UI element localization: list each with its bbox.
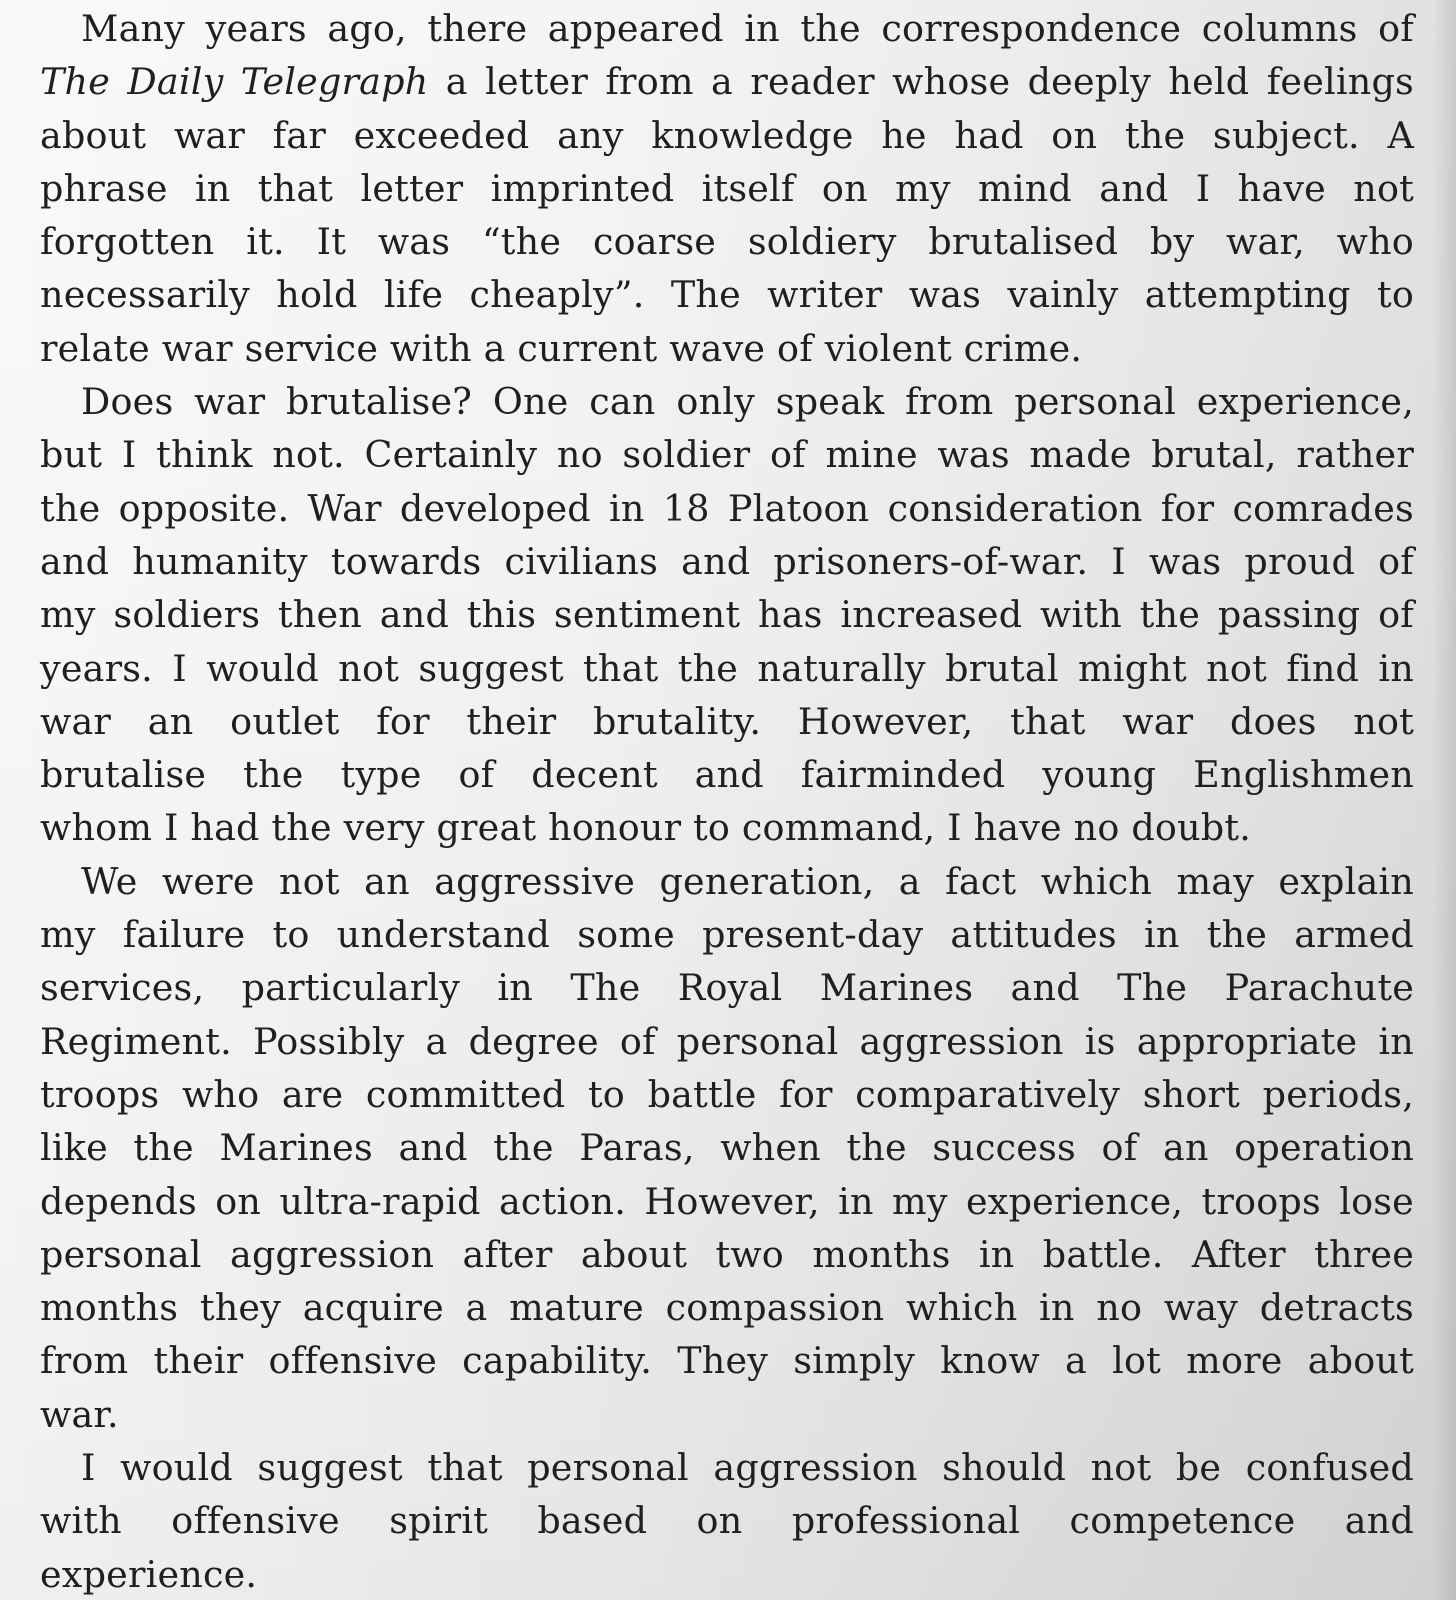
text-line: necessarily hold life cheaply”. The writer was vainly attempting to <box>40 273 1414 317</box>
text-line: Regiment. Possibly a degree of personal aggression is appropriate in <box>40 1019 1414 1063</box>
text-line: with offensive spirit based on professional competence and <box>40 1499 1414 1543</box>
text-line: personal aggression after about two months in battle. After three <box>40 1232 1414 1276</box>
text-line <box>40 55 1414 108</box>
text-line: troops who are committed to battle for comparatively short periods, <box>40 1072 1414 1116</box>
text-line: depends on ultra-rapid action. However, in my experience, troops lose <box>40 1179 1414 1223</box>
paragraph <box>40 855 1414 1441</box>
publication-title: The Daily Telegraph <box>40 60 429 104</box>
text-run: a letter from a reader whose deeply held feelings <box>428 60 1414 104</box>
text-line: relate war service with a current wave of violent crime. <box>40 326 1083 370</box>
text-line: We were not an aggressive generation, a fact which may explain <box>81 859 1414 903</box>
text-line: the opposite. War developed in 18 Platoon consideration for comrades <box>40 486 1414 530</box>
text-line: about war far exceeded any knowledge he had on the subject. A <box>40 113 1414 157</box>
text-line: whom I had the very great honour to command, I have no doubt. <box>40 806 1252 850</box>
text-line: my failure to understand some present-day attitudes in the armed <box>40 913 1414 957</box>
text-line: years. I would not suggest that the naturally brutal might not find in <box>40 646 1414 690</box>
text-line: but I think not. Certainly no soldier of mine was made brutal, rather <box>40 433 1414 477</box>
text-line: I would suggest that personal aggression should not be confused <box>81 1446 1414 1490</box>
text-line: like the Marines and the Paras, when the success of an operation <box>40 1126 1414 1170</box>
text-line: war. <box>40 1392 119 1436</box>
text-line: experience. <box>40 1552 258 1596</box>
page-text <box>40 2 1414 1600</box>
text-line: services, particularly in The Royal Marines and The Parachute <box>40 966 1414 1010</box>
text-line: war an outlet for their brutality. However, that war does not <box>40 699 1414 743</box>
text-line: my soldiers then and this sentiment has increased with the passing of <box>40 593 1414 637</box>
text-line: and humanity towards civilians and prisoners-of-war. I was proud of <box>40 539 1414 583</box>
paragraph <box>40 2 1414 375</box>
text-line: from their offensive capability. They simply know a lot more about <box>40 1339 1414 1383</box>
text-line: Does war brutalise? One can only speak from personal experience, <box>81 380 1414 424</box>
paragraph <box>40 1441 1414 1600</box>
text-line: brutalise the type of decent and fairminded young Englishmen <box>40 753 1414 797</box>
text-line: Many years ago, there appeared in the correspondence columns of <box>81 7 1414 50</box>
text-line: forgotten it. It was “the coarse soldiery brutalised by war, who <box>40 220 1414 264</box>
text-line: months they acquire a mature compassion which in no way detracts <box>40 1286 1414 1330</box>
text-line: phrase in that letter imprinted itself on my mind and I have not <box>40 166 1414 210</box>
paragraph <box>40 375 1414 855</box>
